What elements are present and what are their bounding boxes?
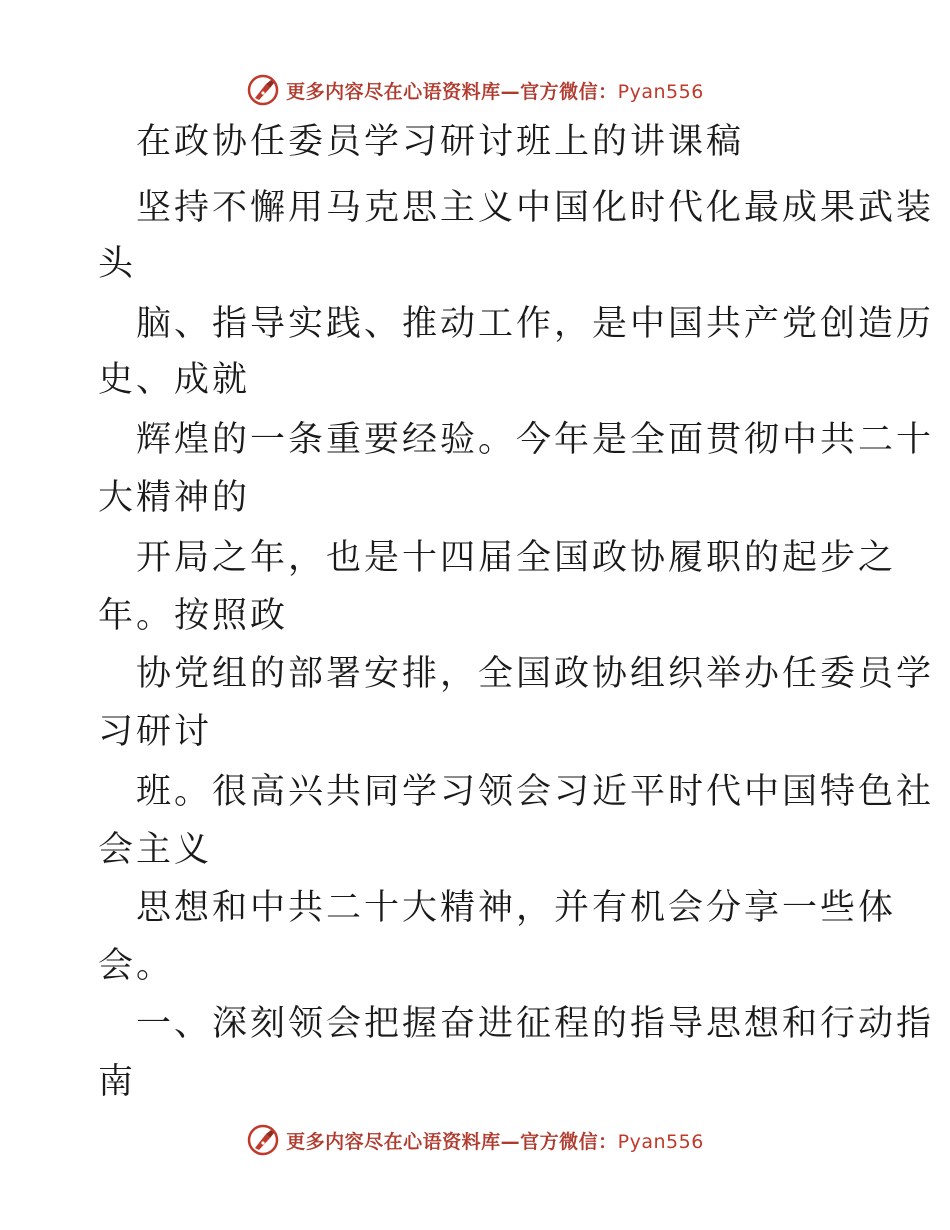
doc-line: 南 bbox=[98, 1062, 137, 1102]
footer-banner bbox=[0, 1120, 950, 1160]
doc-line: 坚持不懈用马克思主义中国化时代化最成果武装 bbox=[136, 188, 935, 228]
header-banner bbox=[0, 70, 950, 110]
footer-banner-label: 更多内容尽在心语资料库—官方微信： bbox=[286, 1130, 618, 1153]
doc-line: 辉煌的一条重要经验。今年是全面贯彻中共二十 bbox=[136, 420, 935, 460]
header-banner-label: 更多内容尽在心语资料库—官方微信： bbox=[286, 80, 618, 103]
doc-line: 年。按照政 bbox=[98, 596, 289, 636]
footer-banner-text bbox=[286, 1127, 704, 1154]
header-banner-wechat-id: Pyan556 bbox=[617, 80, 704, 103]
doc-line: 习研讨 bbox=[98, 712, 213, 752]
pen-nib-logo-icon bbox=[246, 1123, 280, 1157]
doc-line: 开局之年，也是十四届全国政协履职的起步之 bbox=[136, 538, 897, 578]
doc-heading: 一、深刻领会把握奋进征程的指导思想和行动指 bbox=[136, 1004, 935, 1044]
doc-line: 会。 bbox=[98, 946, 175, 986]
doc-line: 头 bbox=[98, 244, 137, 284]
doc-line: 班。很高兴共同学习领会习近平时代中国特色社 bbox=[136, 772, 935, 812]
pen-nib-logo-icon bbox=[246, 73, 280, 107]
doc-title: 在政协任委员学习研讨班上的讲课稿 bbox=[136, 122, 745, 162]
footer-banner-wechat-id: Pyan556 bbox=[617, 1130, 704, 1153]
doc-line: 协党组的部署安排，全国政协组织举办任委员学 bbox=[136, 654, 935, 694]
doc-line: 思想和中共二十大精神，并有机会分享一些体 bbox=[136, 888, 897, 928]
doc-line: 大精神的 bbox=[98, 478, 251, 518]
doc-line: 会主义 bbox=[98, 830, 213, 870]
doc-line: 脑、指导实践、推动工作，是中国共产党创造历 bbox=[136, 304, 935, 344]
doc-line: 史、成就 bbox=[98, 360, 251, 400]
header-banner-text bbox=[286, 77, 704, 104]
